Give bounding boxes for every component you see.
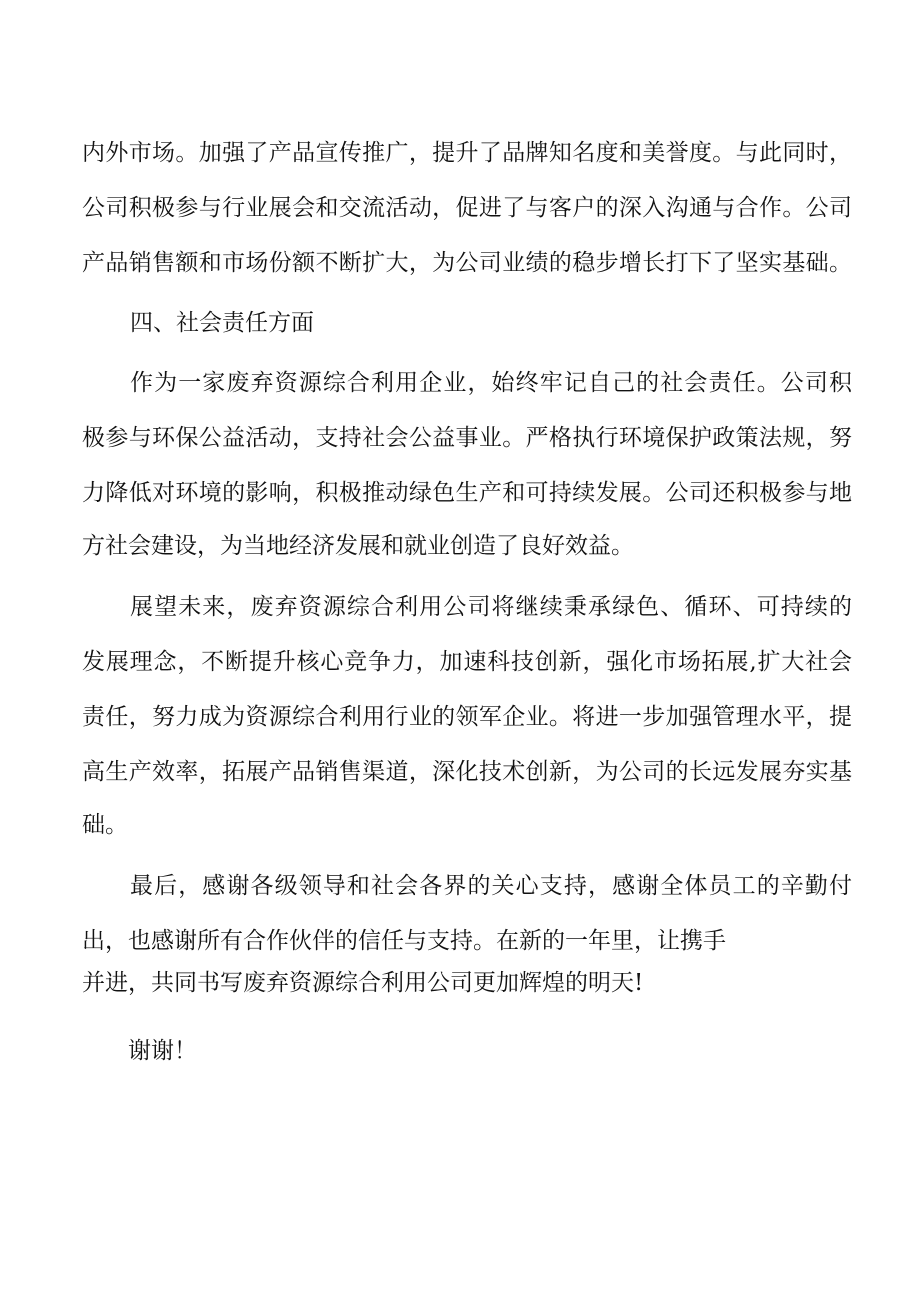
paragraph-1-line-1: 内外市场。加强了产品宣传推广，提升了品牌知名度和美誉度。与此同时， (82, 140, 852, 166)
paragraph-4-line-2: 出，也感谢所有合作伙伴的信任与支持。在新的一年里，让携手 (82, 928, 726, 954)
paragraph-3-line-3: 责任，努力成为资源综合利用行业的领军企业。将进一步加强管理水平，提 (82, 704, 852, 730)
paragraph-4-line-3: 并进，共同书写废弃资源综合利用公司更加辉煌的明天! (82, 970, 644, 996)
paragraph-2-line-2: 极参与环保公益活动，支持社会公益事业。严格执行环境保护政策法规，努 (82, 425, 852, 451)
paragraph-1-line-2: 公司积极参与行业展会和交流活动，促进了与客户的深入沟通与合作。公司 (82, 195, 852, 221)
paragraph-3-line-2: 发展理念，不断提升核心竞争力，加速科技创新，强化市场拓展,扩大社会 (82, 649, 852, 675)
paragraph-1-line-3: 产品销售额和市场份额不断扩大，为公司业绩的稳步增长打下了坚实基础。 (82, 250, 852, 276)
paragraph-3-line-1: 展望未来，废弃资源综合利用公司将继续秉承绿色、循环、可持续的 (130, 594, 852, 620)
paragraph-2-line-3: 力降低对环境的影响，积极推动绿色生产和可持续发展。公司还积极参与地 (82, 480, 852, 506)
paragraph-2-line-1: 作为一家废弃资源综合利用企业，始终牢记自己的社会责任。公司积 (130, 370, 852, 396)
paragraph-3-line-4: 高生产效率，拓展产品销售渠道，深化技术创新，为公司的长远发展夯实基 (82, 759, 852, 785)
paragraph-4-line-1: 最后，感谢各级领导和社会各界的关心支持，感谢全体员工的辛勤付 (130, 873, 852, 899)
paragraph-2-line-4: 方社会建设，为当地经济发展和就业创造了良好效益。 (82, 533, 634, 559)
paragraph-3-line-5: 础。 (82, 812, 128, 838)
section-heading-social-responsibility: 四、社会责任方面 (130, 310, 314, 336)
closing-thanks: 谢谢！ (128, 1038, 197, 1064)
